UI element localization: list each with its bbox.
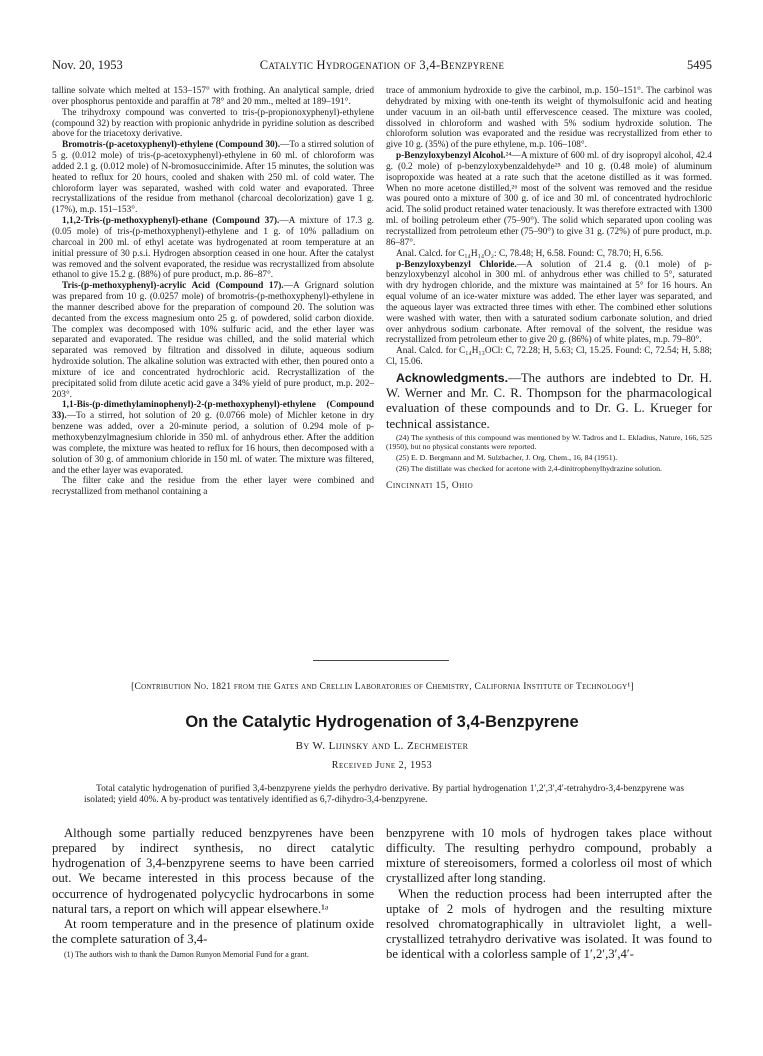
right-column	[386, 86, 712, 492]
body-right-column	[386, 826, 712, 962]
running-header	[52, 58, 712, 74]
contribution-note: [Contribution No. 1821 from the Gates and Crellin Laboratories of Chemistry, California Institute of Technology¹]	[131, 681, 634, 692]
paragraph: Although some partially reduced benzpyrenes have been prepared by indirect synthesis, no direct catalytic hydrogenation of 3,4-benzpyrene seems to have been carried out. We became interested in this process because of the occurrence of hydrogenated polycyclic hydrocarbons in some natural tars, a report on which will appear elsewhere.¹ᵃ	[52, 826, 374, 916]
divider	[313, 660, 449, 661]
header-date: Nov. 20, 1953	[52, 58, 123, 72]
section-head: 1,1-Bis-(p-dimethylaminophenyl)-2-(p-methoxyphenyl)-ethylene (Compound 33).	[52, 400, 374, 422]
paragraph: trace of ammonium hydroxide to give the carbinol, m.p. 150–151°. The carbinol was dehydrated by mixing with one-tenth its weight of thymolsulfonic acid and heating under vacuum in an oil-bath until effervescence ceased. The mixture was cooled, dissolved in chloroform and washed with 5% sodium hydroxide solution. The chloroform solution was evaporated and the residue was recrystallized from ether to give 10 g. (35%) of the pure ethylene, m.p. 106–108°.	[386, 86, 712, 151]
ack-body: —The authors are indebted to Dr. H. W. Werner and Mr. C. R. Thompson for the pharmacological evaluation of these compounds and to Dr. G. L. Krueger for technical assistance.	[386, 370, 712, 431]
footnote-25: (25) E. D. Bergmann and M. Sulzbacher, J. Org. Chem., 16, 84 (1951).	[396, 452, 618, 462]
paragraph-compound-30: Bromotris-(p-acetoxyphenyl)-ethylene (Compound 30).—To a stirred solution of 5 g. (0.012 mole) of tris-(p-acetoxyphenyl)-ethylene in 60 ml. of chloroform was added 2.1 g. (0.012 mole) of N-bromosuccinimide. After 15 minutes, the solution was heated to reflux for 20 hours, cooled and shaken with 250 ml. of cold water. The chloroform layer was separated, washed with cold water and evaporated. Three recrystallizations of the residue from methanol (charcoal decolorization) gave 1 g. (17%), m.p. 151–153°.	[52, 140, 374, 216]
paragraph: The trihydroxy compound was converted to tris-(p-propionoxyphenyl)-ethylene (compound 32) by reaction with propionic anhydride in pyridine solution as described above for the triacetoxy derivative.	[52, 107, 374, 140]
section-head: Bromotris-(p-acetoxyphenyl)-ethylene (Compound 30).	[62, 140, 281, 151]
section-head: 1,1,2-Tris-(p-methoxyphenyl)-ethane (Compound 37).	[62, 216, 280, 227]
section-head: p-Benzyloxybenzyl Alcohol.	[396, 151, 506, 162]
article-title: On the Catalytic Hydrogenation of 3,4-Benzpyrene	[185, 713, 579, 731]
received-date: Received June 2, 1953	[331, 760, 433, 771]
body-left-column	[52, 826, 374, 960]
paragraph: The filter cake and the residue from the ether layer were combined and recrystallized from methanol containing a	[52, 476, 374, 498]
abstract: Total catalytic hydrogenation of purified 3,4-benzpyrene yields the perhydro derivative. By partial hydrogenation 1′,2′,3′,4′-tetrahydro-3,4-benzpyrene was isolated; yield 40%. A by-product was tentatively identified as 6,7-dihydro-3,4-benzpyrene.	[84, 784, 684, 806]
paragraph-benzyloxybenzyl-alcohol	[386, 151, 712, 249]
section-body: —A solution of 21.4 g. (0.1 mole) of p-benzyloxybenzyl alcohol in 300 ml. of anhydrous ether was chilled to 5°, saturated with dry hydrogen chloride, and the mixture was maintained at 5° for 16 hours. An equal volume of an ice-water mixture was added. The ether layer was separated, and the aqueous layer was extracted three times with ether. The combined ether solutions were washed with water, then with a saturated sodium carbonate solution, and dried over anhydrous sodium carbonate. After removal of the solvent, the residue was recrystallized from petroleum ether to give 20 g. (86%) of white plates, m.p. 79–80°.	[386, 259, 712, 346]
paragraph-compound-33: 1,1-Bis-(p-dimethylaminophenyl)-2-(p-methoxyphenyl)-ethylene (Compound 33).—To a stirred, hot solution of 20 g. (0.0766 mole) of Michler ketone in dry benzene was added, over a 20-minute period, a solution of 0.294 mole of p-methoxybenzylmagnesium chloride in 350 ml. of anhydrous ether. After the addition was complete, the mixture was heated to reflux for 16 hours, then decomposed with a solution of 30 g. of ammonium chloride in 150 ml. of water. The mixture was filtered, and the ether layer was evaporated.	[52, 400, 374, 476]
footnote-26: (26) The distillate was checked for acetone with 2,4-dinitrophenylhydrazine solution.	[396, 463, 662, 473]
section-head: p-Benzyloxybenzyl Chloride.	[396, 259, 517, 270]
authors: By W. Lijinsky and L. Zechmeister	[295, 740, 469, 752]
paragraph-compound-37: 1,1,2-Tris-(p-methoxyphenyl)-ethane (Compound 37).—A mixture of 17.3 g. (0.05 mole) of tris-(p-methoxyphenyl)-ethylene and 1 g. of 10% palladium on charcoal in 200 ml. of ethyl acetate was hydrogenated at room temperature at an initial pressure of 30 p.s.i. Hydrogen absorption ceased in one hour. After the catalyst was removed and the solvent evaporated, the residue was recrystallized from absolute ethanol to give 15.2 g. (88%) of pure product, m.p. 86–87°.	[52, 216, 374, 281]
acknowledgments	[386, 371, 712, 432]
paragraph-benzyloxybenzyl-chloride	[386, 260, 712, 347]
footnote-1: (1) The authors wish to thank the Damon Runyon Memorial Fund for a grant.	[64, 950, 309, 960]
address: Cincinnati 15, Ohio	[386, 481, 474, 492]
section-head: Tris-(p-methoxyphenyl)-acrylic Acid (Compound 17).	[62, 281, 284, 292]
paragraph-compound-17: Tris-(p-methoxyphenyl)-acrylic Acid (Compound 17).—A Grignard solution was prepared from 10 g. (0.0257 mole) of bromotris-(p-methoxyphenyl)-ethylene in the manner described above for the preparation of compound 20. The solution was decanted from the excess magnesium onto 25 g. of powdered, solid carbon dioxide. The complex was decomposed with 10% sulfuric acid, and the ether layer was separated and evaporated. The residue was chilled, and the solid material which separated was removed by filtration and dissolved in dilute, aqueous sodium hydroxide solution. The alkaline solution was extracted with ether, then poured onto a mixture of ice and concentrated hydrochloric acid. Recrystallization of the precipitated solid from dilute acetic acid gave a 34% yield of pure product, m.p. 202–203°.	[52, 281, 375, 400]
paragraph: talline solvate which melted at 153–157° with frothing. An analytical sample, dried over phosphorus pentoxide and paraffin at 78° and 20 mm., melted at 189–191°.	[52, 86, 374, 107]
section-body: ²⁴—A mixture of 600 ml. of dry isopropyl alcohol, 42.4 g. (0.2 mole) of p-benzyloxybenzaldehyde²⁵ and 10 g. (0.48 mole) of aluminum isopropoxide was heated at a rate such that the acetone distilled as it was formed. When no more acetone distilled,²⁶ most of the solvent was removed and the residue was poured onto a mixture of 300 g. of ice and 30 ml. of concentrated hydrochloric acid. The solid product retained water tenaciously. It was therefore extracted with 1300 ml. of boiling petroleum ether (75–90°). The solid which separated upon cooling was recrystallized from petroleum ether (75–90°) to give 31 g. (72%) of pure product, m.p. 86–87°.	[386, 151, 712, 248]
paragraph: benzpyrene with 10 mols of hydrogen takes place without difficulty. The resulting perhydro compound, probably a mixture of stereoisomers, formed a colorless oil most of which crystallized after long standing.	[386, 826, 712, 886]
header-page-number: 5495	[687, 58, 712, 72]
paragraph: When the reduction process had been interrupted after the uptake of 2 mols of hydrogen and the resulting mixture resolved chromatographically in ultraviolet light, a well-crystallized tetrahydro derivative was isolated. It was found to be identical with a colorless sample of 1′,2′,3′,4′-	[386, 886, 712, 962]
left-column	[52, 86, 374, 498]
ack-head: Acknowledgments.	[396, 370, 509, 385]
paragraph: At room temperature and in the presence of platinum oxide the complete saturation of 3,4-	[52, 916, 374, 947]
paragraph-analysis: Anal. Calcd. for C₁₄H₁₃OCl: C, 72.28; H, 5.63; Cl, 15.25. Found: C, 72.54; H, 5.88; Cl, 15.06.	[386, 346, 712, 368]
header-running-title: Catalytic Hydrogenation of 3,4-Benzpyrene	[259, 58, 505, 72]
footnote-24: (24) The synthesis of this compound was mentioned by W. Tadros and L. Ekladius, Nature, 166, 525 (1950), but no physical constants were reported.	[386, 432, 712, 452]
paragraph-analysis: Anal. Calcd. for C₁₄H₁₄O₂: C, 78.48; H, 6.58. Found: C, 78.70; H, 6.56.	[396, 248, 664, 259]
